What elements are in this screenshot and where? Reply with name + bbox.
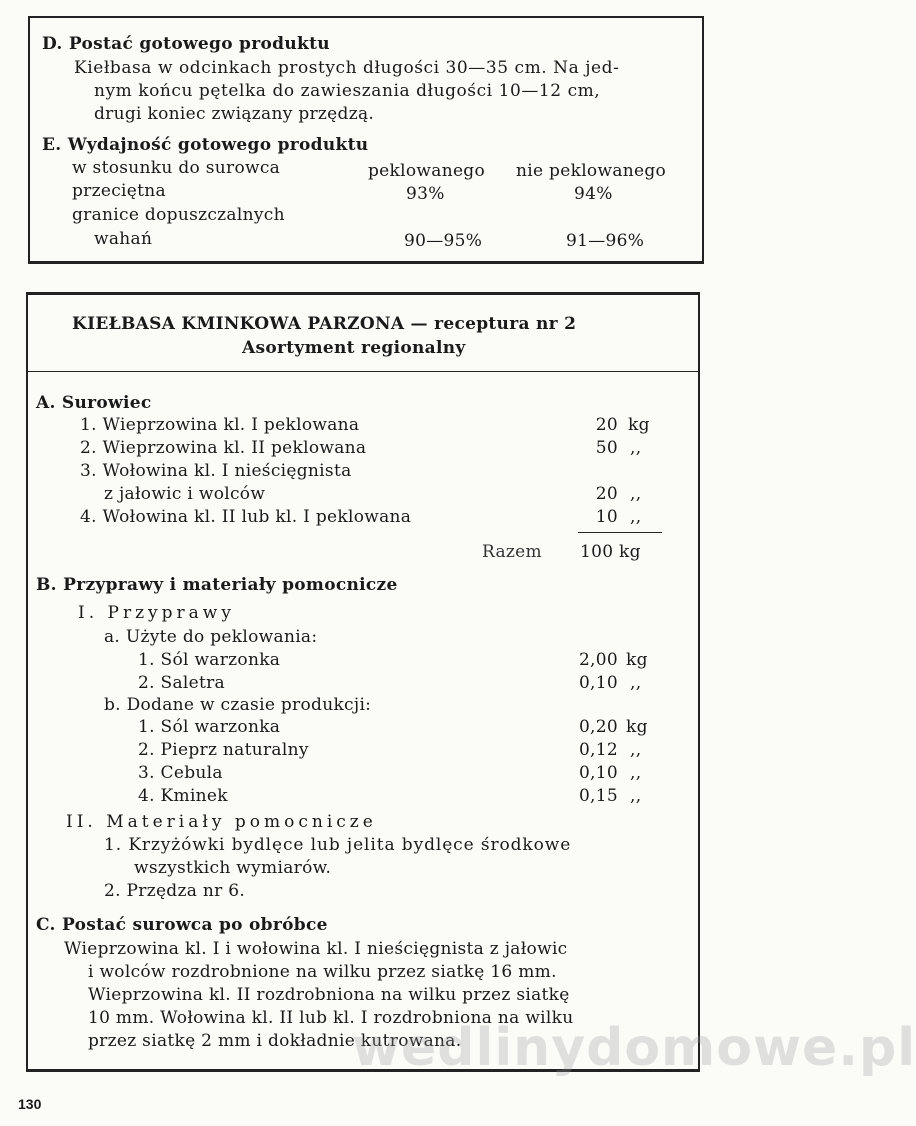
raw-item-3-qty: 20 bbox=[595, 484, 618, 504]
section-d-heading: D. Postać gotowego produktu bbox=[42, 34, 330, 54]
production-item-2-unit: ,, bbox=[630, 740, 642, 760]
raw-item-2-qty: 50 bbox=[595, 438, 618, 458]
yield-range-uncured: 91—96% bbox=[566, 231, 645, 251]
curing-item-1-unit: kg bbox=[626, 650, 648, 670]
section-c-line-5: przez siatkę 2 mm i dokładnie kutrowana. bbox=[88, 1031, 462, 1051]
production-item-3: 3. Cebula bbox=[138, 763, 223, 783]
yield-label-range: granice dopuszczalnych bbox=[72, 205, 285, 225]
watermark: wedlinydomowe.pl bbox=[352, 1018, 916, 1078]
curing-item-2-unit: ,, bbox=[630, 673, 642, 693]
section-c-line-3: Wieprzowina kl. II rozdrobniona na wilku przez siatkę bbox=[88, 985, 570, 1005]
spices-heading: I. Przyprawy bbox=[78, 603, 235, 623]
materials-item-1-cont: wszystkich wymiarów. bbox=[134, 858, 332, 878]
raw-item-4-qty: 10 bbox=[595, 507, 618, 527]
raw-item-3: 3. Wołowina kl. I nieścięgnista bbox=[80, 461, 352, 481]
raw-item-2: 2. Wieprzowina kl. II peklowana bbox=[80, 438, 367, 458]
yield-col-uncured: nie peklowanego bbox=[516, 161, 667, 181]
raw-item-2-unit: ,, bbox=[630, 438, 642, 458]
curing-heading: a. Użyte do peklowania: bbox=[104, 627, 318, 647]
production-item-2-qty: 0,12 bbox=[578, 740, 618, 760]
curing-item-1-qty: 2,00 bbox=[578, 650, 618, 670]
section-d-line-1: Kiełbasa w odcinkach prostych długości 30—35 cm. Na jed- bbox=[74, 58, 620, 78]
production-item-3-unit: ,, bbox=[630, 763, 642, 783]
raw-item-1-qty: 20 bbox=[595, 415, 618, 435]
section-c-line-1: Wieprzowina kl. I i wołowina kl. I nieścięgnista z jałowic bbox=[64, 939, 568, 959]
production-heading: b. Dodane w czasie produkcji: bbox=[104, 695, 372, 715]
production-item-4-qty: 0,15 bbox=[578, 786, 618, 806]
raw-item-3-cont: z jałowic i wolców bbox=[104, 484, 266, 504]
production-item-3-qty: 0,10 bbox=[578, 763, 618, 783]
sum-line bbox=[578, 532, 662, 533]
materials-heading: II. Materiały pomocnicze bbox=[66, 812, 377, 832]
total-value: 100 kg bbox=[580, 542, 641, 562]
production-item-4-unit: ,, bbox=[630, 786, 642, 806]
materials-item-1: 1. Krzyżówki bydlęce lub jelita bydlęce środkowe bbox=[104, 835, 572, 855]
curing-item-2: 2. Saletra bbox=[138, 673, 225, 693]
production-item-1-qty: 0,20 bbox=[578, 717, 618, 737]
raw-item-3-unit: ,, bbox=[630, 484, 642, 504]
production-item-1: 1. Sól warzonka bbox=[138, 717, 281, 737]
yield-average-cured: 93% bbox=[406, 184, 445, 204]
section-e-heading: E. Wydajność gotowego produktu bbox=[42, 135, 369, 155]
yield-label-range-2: wahań bbox=[94, 229, 153, 249]
yield-label-average: przeciętna bbox=[72, 181, 166, 201]
raw-item-1-unit: kg bbox=[628, 415, 650, 435]
production-item-1-unit: kg bbox=[626, 717, 648, 737]
yield-col-cured: peklowanego bbox=[368, 161, 486, 181]
section-d-line-3: drugi koniec związany przędzą. bbox=[94, 104, 375, 124]
recipe-title: KIEŁBASA KMINKOWA PARZONA — receptura nr 2 bbox=[72, 314, 577, 334]
section-c-line-4: 10 mm. Wołowina kl. II lub kl. I rozdrobniona na wilku bbox=[88, 1008, 574, 1028]
yield-label-basis: w stosunku do surowca bbox=[72, 158, 281, 178]
production-item-2: 2. Pieprz naturalny bbox=[138, 740, 309, 760]
section-b-heading: B. Przyprawy i materiały pomocnicze bbox=[36, 575, 398, 595]
page-number: 130 bbox=[18, 1096, 42, 1112]
header-separator bbox=[28, 371, 698, 372]
section-c-line-2: i wolców rozdrobnione na wilku przez siatkę 16 mm. bbox=[88, 962, 557, 982]
materials-item-2: 2. Przędza nr 6. bbox=[104, 881, 246, 901]
total-label: Razem bbox=[482, 542, 542, 562]
yield-range-cured: 90—95% bbox=[404, 231, 483, 251]
yield-average-uncured: 94% bbox=[574, 184, 613, 204]
curing-item-1: 1. Sól warzonka bbox=[138, 650, 281, 670]
raw-item-1: 1. Wieprzowina kl. I peklowana bbox=[80, 415, 360, 435]
raw-item-4-unit: ,, bbox=[630, 507, 642, 527]
production-item-4: 4. Kminek bbox=[138, 786, 228, 806]
section-a-heading: A. Surowiec bbox=[36, 393, 152, 413]
curing-item-2-qty: 0,10 bbox=[578, 673, 618, 693]
recipe-subtitle: Asortyment regionalny bbox=[242, 338, 466, 358]
section-d-line-2: nym końcu pętelka do zawieszania długości 10—12 cm, bbox=[94, 81, 601, 101]
raw-item-4: 4. Wołowina kl. II lub kl. I peklowana bbox=[80, 507, 412, 527]
section-c-heading: C. Postać surowca po obróbce bbox=[36, 915, 328, 935]
